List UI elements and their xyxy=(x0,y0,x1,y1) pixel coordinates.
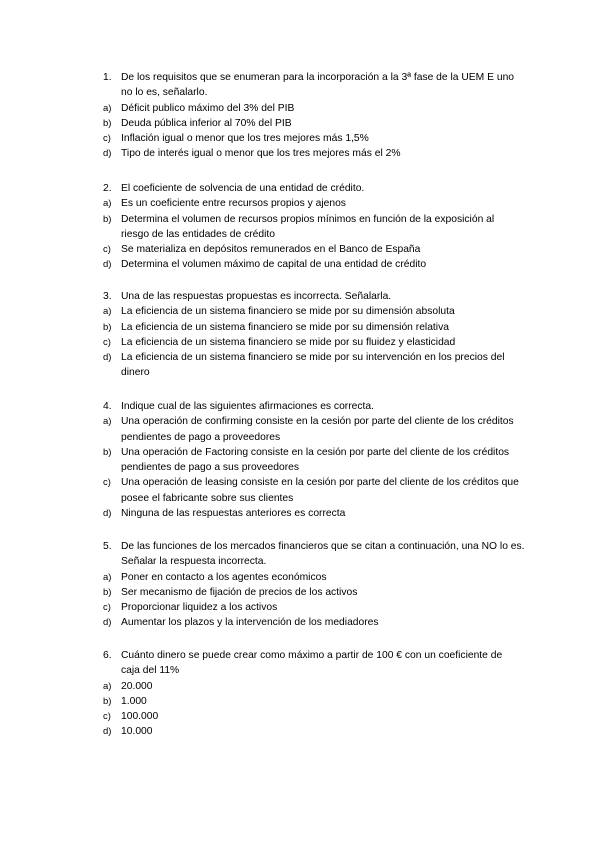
option-text: 20.000 xyxy=(121,680,153,692)
option-c xyxy=(103,242,523,257)
option-letter: c) xyxy=(103,711,111,723)
option-b xyxy=(103,445,523,460)
question-text: De los requisitos que se enumeran para la incorporación a la 3ª fase de la UEM E uno xyxy=(121,72,515,83)
option-letter: d) xyxy=(103,352,112,364)
option-letter: b) xyxy=(103,117,112,129)
question-3 xyxy=(103,289,523,381)
option-text: Se materializa en depósitos remunerados en el Banco de España xyxy=(121,244,421,256)
option-text: 100.000 xyxy=(121,711,159,723)
option-d xyxy=(103,257,523,272)
option-b xyxy=(103,585,523,600)
option-text: Ser mecanismo de fijación de precios de los activos xyxy=(121,586,358,598)
question-number: 3. xyxy=(103,291,112,302)
question-stem-line xyxy=(103,539,523,554)
option-b xyxy=(103,320,523,335)
option-text: Una operación de confirming consiste en la cesión por parte del cliente de los créditos xyxy=(121,416,514,428)
option-b xyxy=(103,212,523,227)
option-text: Ninguna de las respuestas anteriores es correcta xyxy=(121,508,346,520)
option-text: Determina el volumen de recursos propios mínimos en función de la exposición al xyxy=(121,213,495,225)
option-letter: b) xyxy=(103,695,112,707)
option-text: 10.000 xyxy=(121,726,153,738)
option-d xyxy=(103,724,523,739)
option-c xyxy=(103,131,523,146)
option-a xyxy=(103,679,523,694)
question-6 xyxy=(103,648,523,740)
option-letter: c) xyxy=(103,244,111,256)
question-number: 2. xyxy=(103,183,112,194)
option-letter: b) xyxy=(103,321,112,333)
option-a xyxy=(103,570,523,585)
option-letter: b) xyxy=(103,213,112,225)
option-letter: a) xyxy=(103,571,112,583)
option-d xyxy=(103,615,523,630)
option-letter: d) xyxy=(103,726,112,738)
option-text: La eficiencia de un sistema financiero se mide por su intervención en los precios del xyxy=(121,352,505,364)
question-number: 4. xyxy=(103,401,112,412)
option-b: riesgo de las entidades de crédito xyxy=(121,228,275,240)
question-stem-line xyxy=(103,648,523,663)
option-d: dinero xyxy=(121,367,150,379)
option-c xyxy=(103,600,523,615)
option-a xyxy=(103,101,523,116)
option-d xyxy=(103,146,523,161)
option-text: Proporcionar liquidez a los activos xyxy=(121,602,278,614)
option-b: pendientes de pago a sus proveedores xyxy=(121,462,300,474)
option-letter: b) xyxy=(103,446,112,458)
option-b xyxy=(103,116,523,131)
question-stem-line xyxy=(103,289,523,304)
option-text: 1.000 xyxy=(121,695,147,707)
option-a: pendientes de pago a proveedores xyxy=(121,431,281,443)
option-letter: d) xyxy=(103,617,112,629)
option-letter: d) xyxy=(103,508,112,520)
option-d xyxy=(103,350,523,365)
question-stem-line: no lo es, señalarlo. xyxy=(121,87,208,99)
option-letter: a) xyxy=(103,680,112,692)
option-text: La eficiencia de un sistema financiero se mide por su dimensión relativa xyxy=(121,321,449,333)
question-stem-line xyxy=(103,70,523,85)
question-1 xyxy=(103,70,523,162)
question-stem-line xyxy=(103,399,523,414)
question-text: De las funciones de los mercados financieros que se citan a continuación, una NO lo es. xyxy=(121,541,525,552)
question-text: Una de las respuestas propuestas es incorrecta. Señalarla. xyxy=(121,291,392,302)
option-letter: a) xyxy=(103,102,112,114)
option-c: posee el fabricante sobre sus clientes xyxy=(121,492,294,504)
option-text: Inflación igual o menor que los tres mejores más 1,5% xyxy=(121,133,369,145)
option-text: Una operación de Factoring consiste en la cesión por parte del cliente de los créditos xyxy=(121,446,510,458)
question-4 xyxy=(103,399,523,521)
question-text: Cuánto dinero se puede crear como máximo a partir de 100 € con un coeficiente de xyxy=(121,650,503,661)
question-2 xyxy=(103,181,523,273)
option-text: Déficit publico máximo del 3% del PIB xyxy=(121,102,295,114)
option-letter: c) xyxy=(103,133,111,145)
question-stem-line: caja del 11% xyxy=(121,665,180,677)
option-letter: a) xyxy=(103,416,112,428)
option-text: Deuda pública inferior al 70% del PIB xyxy=(121,117,292,129)
option-text: La eficiencia de un sistema financiero se mide por su fluidez y elasticidad xyxy=(121,336,456,348)
option-letter: c) xyxy=(103,336,111,348)
option-text: Poner en contacto a los agentes económicos xyxy=(121,571,327,583)
option-c xyxy=(103,709,523,724)
question-number: 1. xyxy=(103,72,112,83)
option-text: La eficiencia de un sistema financiero se mide por su dimensión absoluta xyxy=(121,306,455,318)
option-a xyxy=(103,304,523,319)
option-a xyxy=(103,414,523,429)
option-text: Tipo de interés igual o menor que los tres mejores más el 2% xyxy=(121,148,401,160)
option-a xyxy=(103,196,523,211)
option-text: Es un coeficiente entre recursos propios y ajenos xyxy=(121,198,346,210)
question-text: Indique cual de las siguientes afirmaciones es correcta. xyxy=(121,401,374,412)
question-stem-line xyxy=(103,181,523,196)
question-5 xyxy=(103,539,523,631)
question-stem-line: Señalar la respuesta incorrecta. xyxy=(121,556,267,568)
option-d xyxy=(103,506,523,521)
question-number: 5. xyxy=(103,541,112,552)
option-letter: b) xyxy=(103,586,112,598)
option-letter: c) xyxy=(103,602,111,614)
option-letter: d) xyxy=(103,259,112,271)
option-letter: a) xyxy=(103,306,112,318)
option-b xyxy=(103,694,523,709)
option-c xyxy=(103,475,523,490)
question-number: 6. xyxy=(103,650,112,661)
option-text: Aumentar los plazos y la intervención de los mediadores xyxy=(121,617,379,629)
option-text: Determina el volumen máximo de capital de una entidad de crédito xyxy=(121,259,427,271)
question-text: El coeficiente de solvencia de una entidad de crédito. xyxy=(121,183,365,194)
option-letter: d) xyxy=(103,148,112,160)
option-letter: c) xyxy=(103,477,111,489)
option-text: Una operación de leasing consiste en la cesión por parte del cliente de los créditos que xyxy=(121,477,519,489)
option-c xyxy=(103,335,523,350)
option-letter: a) xyxy=(103,198,112,210)
